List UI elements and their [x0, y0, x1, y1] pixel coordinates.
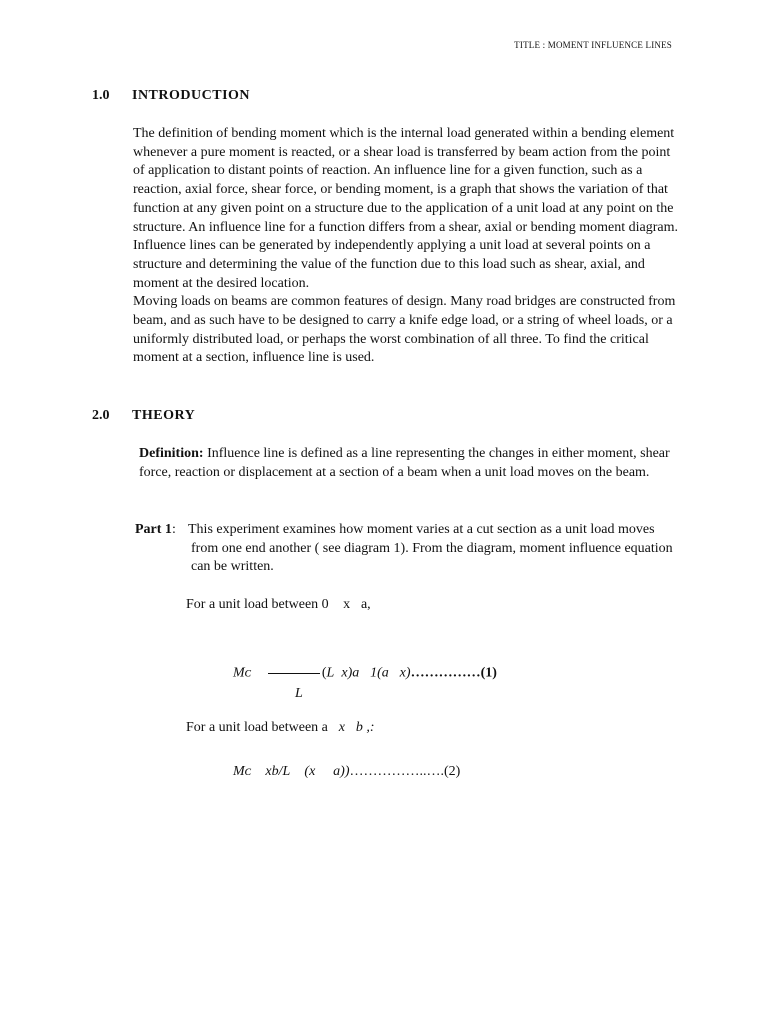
equation-1-denominator: L	[295, 686, 303, 701]
equation-1-fraction-bar	[268, 673, 320, 674]
equation-1-superscript	[326, 663, 330, 673]
equation-1: Mᴄ (L x)a 1(a x)……………(1)	[233, 663, 497, 682]
equation-2-dots: ……………..….(2)	[313, 764, 425, 779]
section-title-introduction: INTRODUCTION	[132, 88, 251, 103]
intro-paragraph-1: The definition of bending moment which is the internal load generated within a bending element whenever a pure moment is reacted, or a shear load is transferred by beam action from the point of application to distant points of reaction. An influence line for a given function, such as a reaction, axial force, shear force, or bending moment, is a graph that shows the variation of that function at any given point on a structure due to the application of a unit load at any point on the structure. An influence line for a function differs from a shear, axial or bending moment diagram. Influence lines can be generated by independently applying a unit load at several points on a structure and determining the value of the function due to this load such as shear, axial, and moment at the desired location.	[133, 126, 679, 291]
definition-paragraph	[139, 445, 679, 482]
definition-label: Definition:	[139, 446, 204, 461]
equation-1-lhs: Mᴄ	[233, 665, 255, 681]
part-1-label: Part 1	[135, 522, 172, 537]
case-2-rest: x b ,:	[327, 720, 360, 735]
intro-paragraph-2: Moving loads on beams are common features of design. Many road bridges are constructed from beam, and as such have to be designed to carry a knife edge load, or a string of wheel loads, or a uniformly distributed load, or perhaps the worst combination of all three. To find the critical moment at a section, influence line is used.	[133, 294, 676, 366]
section-title-theory: THEORY	[132, 408, 196, 423]
equation-2	[233, 764, 460, 780]
section-number-1: 1.0	[92, 88, 110, 103]
case-2-prefix: For a unit load between a	[186, 720, 328, 735]
part-1-colon: :	[171, 522, 176, 537]
equation-1-dots: ……………(1)	[383, 665, 470, 681]
case-2-text	[186, 720, 375, 736]
equation-2-body: Mᴄ xb/L (x a))	[233, 764, 314, 779]
page-header-title: TITLE : MOMENT INFLUENCE LINES	[514, 40, 672, 50]
section-number-2: 2.0	[92, 408, 110, 423]
part-1-label-wrap	[135, 521, 176, 540]
part-1-text: This experiment examines how moment varies at a cut section as a unit load moves from one end another ( see diagram 1). From the diagram, moment influence equation can be written.	[188, 522, 673, 575]
equation-1-rest: x)a 1(a x)	[329, 665, 384, 681]
definition-text: Influence line is defined as a line representing the changes in either moment, shear force, reaction or displacement at a section of a beam when a unit load moves on the beam.	[139, 446, 670, 480]
introduction-body	[133, 125, 683, 368]
case-1-text: For a unit load between 0 x a,	[186, 597, 353, 612]
